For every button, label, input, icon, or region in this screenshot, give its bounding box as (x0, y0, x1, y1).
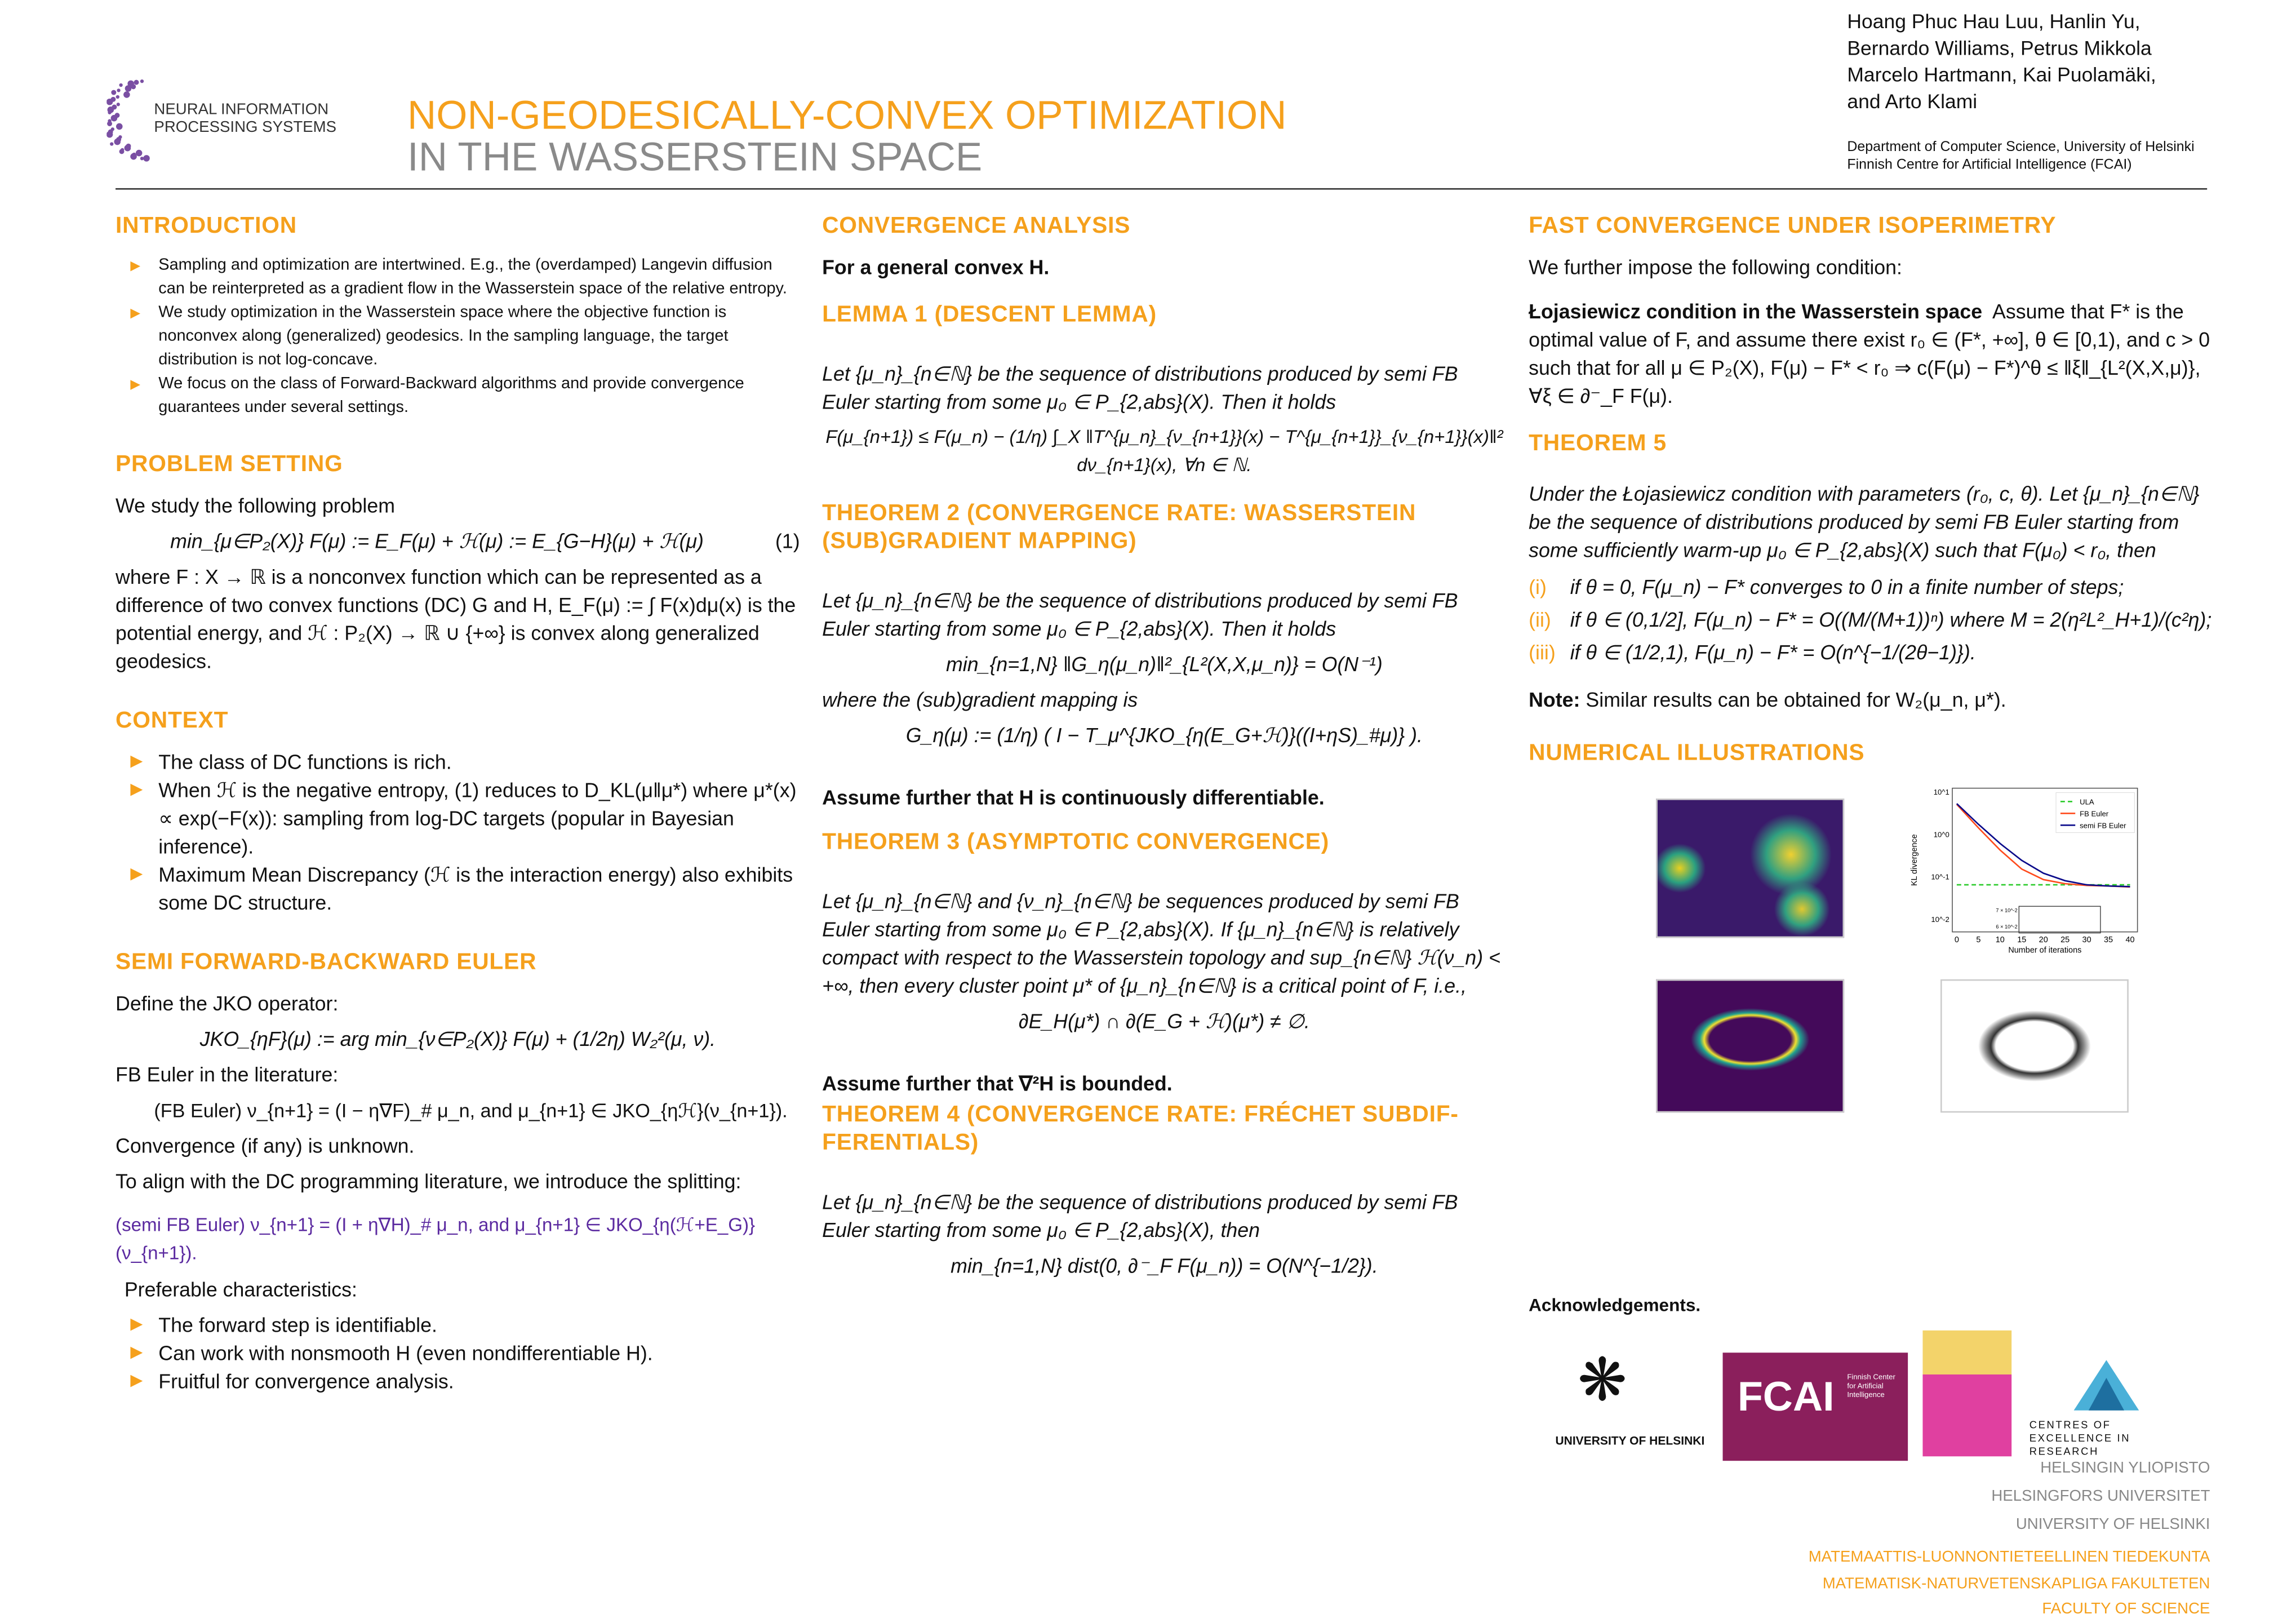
coe-logo-icon (2074, 1357, 2140, 1413)
logo-dot (131, 84, 136, 89)
y-tick-label: 10^1 (1933, 787, 1949, 796)
text-line: Hoang Phuc Hau Luu, Hanlin Yu, (1847, 10, 2140, 33)
logo-dot (116, 123, 123, 130)
logo-dot (136, 150, 143, 157)
logo-dot (111, 90, 116, 95)
density-plot-2 (1656, 979, 1844, 1113)
header-divider (116, 188, 2207, 190)
assumption-1: Assume further that H is continuously differentiable. (822, 786, 1325, 809)
sample-histogram-plot (1940, 979, 2129, 1113)
logo-dot (140, 79, 144, 83)
coe-logo-text: CENTRES OF EXCELLENCE IN RESEARCH (2029, 1421, 2131, 1458)
logo-dot (143, 155, 150, 162)
case-text: if θ ∈ (0,1/2], F(μ_n) − F* = O((M/(M+1))ⁿ) where M = 2(η²L²_H+1)/(c²η); (1570, 609, 2212, 631)
intro-heading: INTRODUCTION (116, 213, 297, 239)
theorem2-equation: min_{n=1,N} ‖G_η(μ_n)‖²_{L²(X,X,μ_n)} = O(N⁻¹) (945, 653, 1383, 676)
text-line: Bernardo Williams, Petrus Mikkola (1847, 37, 2152, 60)
problem-text: where F : X → ℝ is a nonconvex function which can be represented as a difference of two convex functions (DC) G and H, E_F(μ) := ∫ F(x)dμ(x) is the potential energy, and ℋ : P₂(X) → ℝ ∪ {+∞} is convex along generalized geodesics. (116, 566, 796, 673)
lemma1-equation: F(μ_{n+1}) ≤ F(μ_n) − (1/η) ∫_X ‖T^{μ_n}_{ν_{n+1}}(x) − T^{μ_{n+1}}_{ν_{n+1}}(x)‖² dν_{n+1}(x), ∀n ∈ ℕ. (825, 427, 1503, 476)
y-tick-label: 10^0 (1933, 830, 1949, 839)
fcai-logo (1723, 1353, 1908, 1461)
legend-label: semi FB Euler (2080, 821, 2126, 830)
column-1 (116, 212, 800, 1403)
lojasiewicz-title: Łojasiewicz condition in the Wasserstein space (1529, 300, 1983, 323)
x-tick-label: 30 (2082, 935, 2091, 945)
convergence-heading: CONVERGENCE ANALYSIS (822, 213, 1131, 239)
define-jko: Define the JKO operator: (116, 992, 339, 1015)
text-line: MATEMAATTIS-LUONNONTIETEELLINEN TIEDEKUNTA (1808, 1548, 2210, 1566)
list-item: ▶ We focus on the class of Forward-Backward algorithms and provide convergence guarantees under several settings. (116, 372, 800, 419)
x-tick-label: 5 (1976, 935, 1981, 945)
problem-equation-row (116, 527, 800, 556)
logo-dot (106, 131, 113, 138)
case-text: if θ = 0, F(μ_n) − F* converges to 0 in a finite number of steps; (1570, 576, 2124, 599)
logo-dot (123, 91, 130, 98)
x-tick-label: 25 (2060, 935, 2070, 945)
theorem2-where: where the (sub)gradient mapping is (822, 689, 1138, 711)
x-axis-label: Number of iterations (2008, 946, 2082, 955)
density-plot-1 (1656, 799, 1844, 938)
logo-dot (125, 85, 132, 92)
authors (1847, 9, 2156, 116)
logo-dot (119, 83, 122, 87)
preferable-heading: Preferable characteristics: (124, 1278, 357, 1301)
column-3 (1529, 212, 2213, 1112)
logo-dot (117, 88, 120, 92)
acknowledgements-heading: Acknowledgements. (1529, 1294, 1701, 1316)
fb-literature: FB Euler in the literature: (116, 1063, 339, 1087)
mascot-image (1922, 1331, 2011, 1456)
problem-intro: We study the following problem (116, 495, 396, 517)
text-line: HELSINGIN YLIOPISTO (2040, 1459, 2210, 1478)
text-line: UNIVERSITY OF HELSINKI (2015, 1515, 2210, 1534)
lojasiewicz-text: Assume that F* is the optimal value of F, and assume there exist r₀ ∈ (F*, +∞], θ ∈ [0,1), and c > 0 such that for all μ ∈ P₂(X), F(μ) − F* < r₀ ⇒ c(F(μ) − F*)^θ ≤ ‖ξ‖_{L²(X,X,μ)}, ∀ξ ∈ ∂⁻_F F(μ). (1529, 300, 2210, 407)
case-label: (ii) (1529, 609, 1551, 631)
figures-grid (1529, 781, 2213, 1112)
university-names (1926, 1455, 2210, 1540)
logo-dot (110, 142, 113, 145)
theorem5-heading: THEOREM 5 (1529, 431, 1667, 456)
list-item: ▶ The forward step is identifiable. (116, 1311, 800, 1340)
list-item: ▶ Can work with nonsmooth H (even nondifferentiable H). (116, 1340, 800, 1368)
context-bullets (116, 748, 800, 917)
logo-dot (117, 103, 120, 106)
logo-dot (111, 115, 118, 122)
equation-number: (1) (775, 530, 800, 553)
theorem5-case (1529, 605, 2213, 637)
problem-heading: PROBLEM SETTING (116, 451, 343, 477)
logo-text-line: NEURAL INFORMATION (154, 100, 329, 119)
x-tick-label: 10 (1995, 935, 2005, 945)
lemma1-heading: LEMMA 1 (DESCENT LEMMA) (822, 302, 1157, 328)
logo-dot (108, 111, 111, 114)
theorem5-cases (1529, 572, 2213, 670)
text-line: Marcelo Hartmann, Kai Puolamäki, (1847, 64, 2156, 86)
title-line-1: NON-GEODESICALLY-CONVEX OPTIMIZATION (407, 93, 1287, 138)
x-tick-label: 15 (2017, 935, 2027, 945)
uh-logo-icon: ❋ (1577, 1348, 1627, 1414)
column-2 (822, 212, 1507, 1288)
assumption-2: Assume further that ∇²H is bounded. (822, 1072, 1173, 1095)
text-line: Finnish Centre for Artificial Intelligence (FCAI) (1847, 156, 2132, 173)
x-tick-label: 35 (2104, 935, 2113, 945)
fcai-logo-text: FCAI (1737, 1373, 1835, 1420)
y-tick-label: 10^-1 (1931, 872, 1949, 881)
fcai-logo-subtitle: Finnish Center for Artificial Intelligence (1847, 1373, 1895, 1400)
text-line: Department of Computer Science, University of Helsinki (1847, 139, 2195, 156)
text-line: MATEMATISK-NATURVETENSKAPLIGA FAKULTETEN (1822, 1574, 2210, 1592)
theorem5-case (1529, 572, 2213, 605)
lojasiewicz-block (1529, 298, 2213, 410)
kl-divergence-chart (1908, 781, 2152, 958)
x-tick-label: 0 (1954, 935, 1959, 945)
jko-equation: JKO_{ηF}(μ) := arg min_{ν∈P₂(X)} F(μ) + (1/2η) W₂²(μ, ν). (199, 1028, 716, 1050)
list-item: ▶ Sampling and optimization are intertwined. E.g., the (overdamped) Langevin diffusion can be reinterpreted as a gradient flow in the Wasserstein space of the relative entropy. (116, 254, 800, 301)
fb-equation: (FB Euler) ν_{n+1} = (I − η∇F)_# μ_n, and μ_{n+1} ∈ JKO_{ηℋ}(ν_{n+1}). (154, 1099, 788, 1122)
intro-bullets (116, 254, 800, 419)
impose-text: We further impose the following condition: (1529, 256, 1902, 279)
semi-fb-equation: (semi FB Euler) ν_{n+1} = (I + η∇H)_# μ_n, and μ_{n+1} ∈ JKO_{η(ℋ+E_G)}(ν_{n+1}). (116, 1214, 756, 1264)
logo-dot (106, 99, 113, 105)
logo-dot (125, 145, 131, 152)
case-label: (i) (1529, 576, 1547, 599)
note-block (1529, 686, 2213, 714)
x-tick-label: 20 (2039, 935, 2048, 945)
inset-tick-label: 7 × 10^-2 (1996, 907, 2018, 914)
preferable-bullets (116, 1311, 800, 1396)
logo-dot (107, 121, 112, 126)
legend-label: FB Euler (2080, 809, 2109, 818)
list-item: ▶ The class of DC functions is rich. (116, 748, 800, 777)
theorem4-text: Let {μ_n}_{n∈ℕ} be the sequence of distributions produced by semi FB Euler starting from some μ₀ ∈ P_{2,abs}(X), then (822, 1191, 1458, 1242)
gradient-mapping-equation: G_η(μ) := (1/η) ( I − T_μ^{JKO_{η(E_G+ℋ)}((I+ηS)_#μ)} ). (905, 724, 1423, 747)
list-item: ▶ Fruitful for convergence analysis. (116, 1368, 800, 1396)
theorem5-text: Under the Łojasiewicz condition with parameters (r₀, c, θ). Let {μ_n}_{n∈ℕ} be the sequence of distributions produced by semi FB Euler starting from some sufficiently warm-up μ₀ ∈ P_{2,abs}(X) such that F(μ₀) < r₀, then (1529, 483, 2200, 562)
list-item: ▶ Maximum Mean Discrepancy (ℋ is the interaction energy) also exhibits some DC structure. (116, 861, 800, 917)
fast-convergence-heading: FAST CONVERGENCE UNDER ISOPERIMETRY (1529, 213, 2057, 239)
theorem4-heading: THEOREM 4 (CONVERGENCE RATE: FRÉCHET SUBDIF-FERENTIALS) (822, 1102, 1459, 1156)
case-label: (iii) (1529, 641, 1556, 664)
legend-label: ULA (2080, 797, 2094, 806)
theorem2-text: Let {μ_n}_{n∈ℕ} be the sequence of distributions produced by semi FB Euler starting from some μ₀ ∈ P_{2,abs}(X). Then it holds (822, 589, 1458, 640)
theorem2-heading: THEOREM 2 (CONVERGENCE RATE: WASSERSTEIN (SUB)GRADIENT MAPPING) (822, 500, 1416, 555)
logo-dot (140, 157, 144, 160)
logo-text-line: PROCESSING SYSTEMS (154, 118, 337, 136)
lemma1-text: Let {μ_n}_{n∈ℕ} be the sequence of distributions produced by semi FB Euler starting from some μ₀ ∈ P_{2,abs}(X). Then it holds (822, 363, 1458, 414)
theorem3-heading: THEOREM 3 (ASYMPTOTIC CONVERGENCE) (822, 830, 1330, 855)
x-tick-label: 40 (2125, 935, 2135, 945)
logo-dot (114, 139, 121, 145)
convergence-unknown: Convergence (if any) is unknown. (116, 1134, 415, 1158)
y-tick-label: 10^-2 (1931, 915, 1949, 924)
semi-fb-heading: SEMI FORWARD-BACKWARD EULER (116, 950, 537, 975)
align-text: To align with the DC programming literature, we introduce the splitting: (116, 1170, 741, 1193)
theorem4-equation: min_{n=1,N} dist(0, ∂⁻_F F(μ_n)) = O(N^{−1/2}). (951, 1254, 1378, 1278)
theorem5-case (1529, 637, 2213, 669)
uh-logo-text: UNIVERSITY OF HELSINKI (1555, 1434, 1705, 1448)
numerical-heading: NUMERICAL ILLUSTRATIONS (1529, 740, 1865, 766)
faculty-names (1778, 1545, 2210, 1623)
y-axis-label: KL divergence (1909, 834, 1919, 886)
case-text: if θ ∈ (1/2,1), F(μ_n) − F* = O(n^{−1/(2θ−1)}). (1570, 641, 1976, 664)
theorem3-text: Let {μ_n}_{n∈ℕ} and {ν_n}_{n∈ℕ} be sequences produced by semi FB Euler starting from some μ₀ ∈ P_{2,abs}(X). If {μ_n}_{n∈ℕ} is relatively compact with respect to the Wasserstein topology and sup_{n∈ℕ} ℋ(ν_n) < +∞, then every cluster point μ* of {μ_n}_{n∈ℕ} is a critical point of F, i.e., (822, 890, 1501, 997)
list-item: ▶ We study optimization in the Wasserstein space where the objective function is nonconvex along (generalized) geodesics. In the sampling language, the target distribution is not log-concave. (116, 301, 800, 372)
note-text: Similar results can be obtained for W₂(μ_n, μ*). (1586, 689, 2006, 711)
problem-equation: min_{μ∈P₂(X)} F(μ) := E_F(μ) + ℋ(μ) := E_{G−H}(μ) + ℋ(μ) (170, 530, 704, 553)
theorem3-equation: ∂E_H(μ*) ∩ ∂(E_G + ℋ)(μ*) ≠ ∅. (1018, 1010, 1310, 1033)
neurips-logo-text (154, 101, 336, 136)
logo-dot (134, 80, 139, 85)
list-item: ▶ When ℋ is the negative entropy, (1) reduces to D_KL(μ‖μ*) where μ*(x) ∝ exp(−F(x)): sampling from log-DC targets (popular in Bayesian inference). (116, 777, 800, 861)
text-line: and Arto Klami (1847, 90, 1978, 113)
text-line: FACULTY OF SCIENCE (2042, 1600, 2210, 1618)
inset-tick-label: 6 × 10^-2 (1996, 924, 2018, 930)
note-label: Note: (1529, 689, 1580, 711)
logo-dot (119, 149, 125, 154)
general-convex: For a general convex H. (822, 256, 1050, 279)
logo-dot (116, 95, 119, 99)
title-line-2: IN THE WASSERSTEIN SPACE (407, 135, 983, 180)
logo-dot (130, 153, 137, 160)
context-heading: CONTEXT (116, 708, 229, 734)
text-line: HELSINGFORS UNIVERSITET (1991, 1487, 2210, 1506)
affiliations (1847, 139, 2194, 173)
